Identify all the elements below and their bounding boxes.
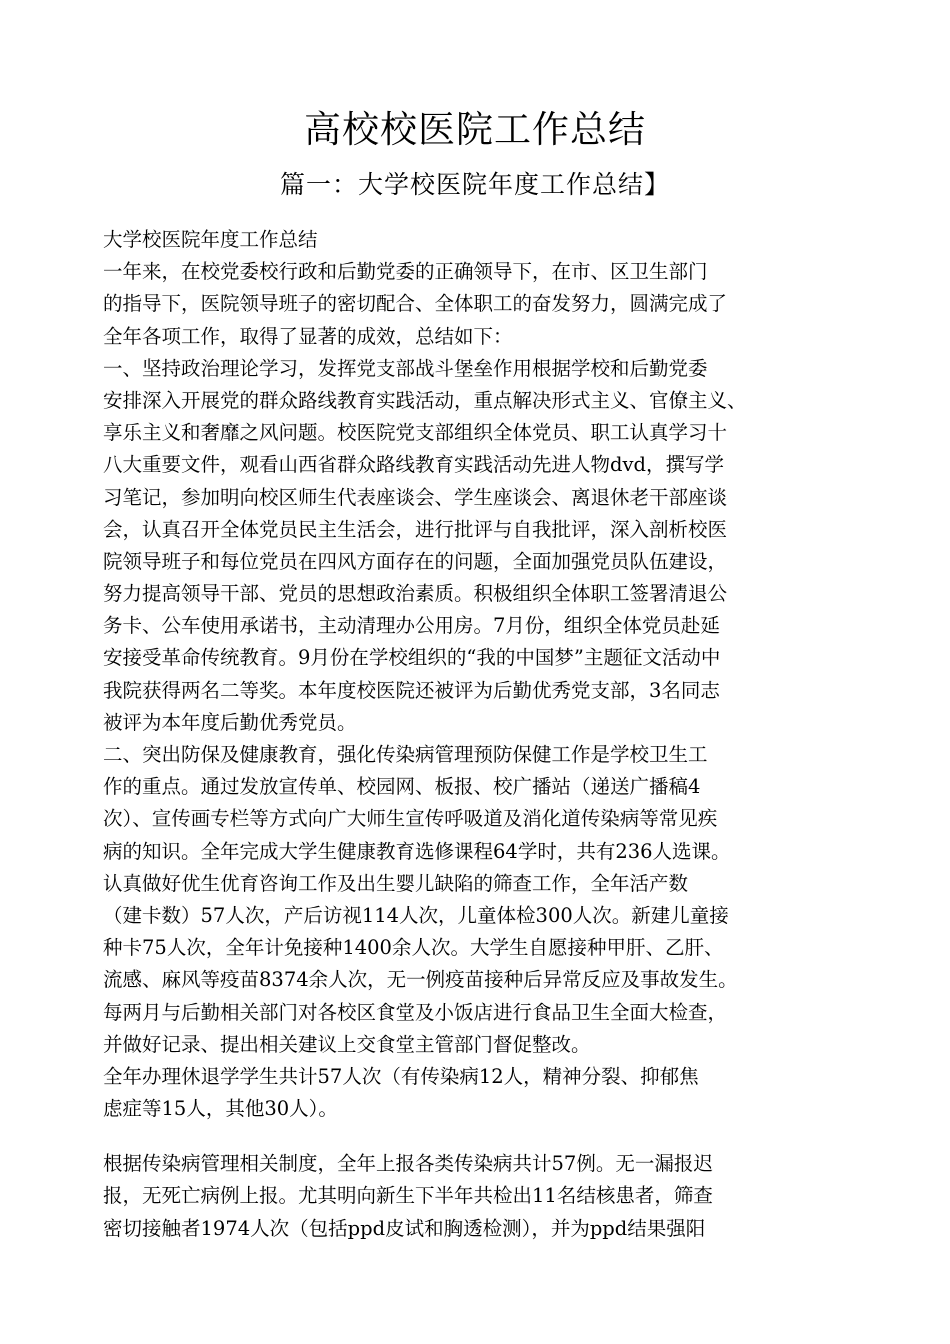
document-subtitle: 篇一：大学校医院年度工作总结】 [279, 170, 670, 199]
body-line: 一、坚持政治理论学习，发挥党支部战斗堡垒作用根据学校和后勤党委 [103, 356, 708, 380]
paragraph-gap [103, 1125, 873, 1148]
body-line: 次）、宣传画专栏等方式向广大师生宣传呼吸道及消化道传染病等常见疾 [103, 807, 718, 831]
body-line: 种卡75人次，全年计免接种1400余人次。大学生自愿接种甲肝、乙肝、 [103, 936, 724, 960]
body-line: 认真做好优生优育咨询工作及出生婴儿缺陷的筛查工作，全年活产数 [103, 871, 689, 895]
body-line: 报，无死亡病例上报。尤其明向新生下半年共检出11名结核患者，筛查 [103, 1184, 713, 1208]
body-line: 并做好记录、提出相关建议上交食堂主管部门督促整改。 [103, 1032, 591, 1056]
body-line: 安排深入开展党的群众路线教育实践活动，重点解决形式主义、官僚主义、 [103, 388, 747, 412]
body-line: 享乐主义和奢靡之风问题。校医院党支部组织全体党员、职工认真学习十 [103, 421, 728, 445]
document-title: 高校校医院工作总结 [304, 108, 646, 151]
body-line: 的指导下，医院领导班子的密切配合、全体职工的奋发努力，圆满完成了 [103, 292, 728, 316]
body-line: 全年各项工作，取得了显著的成效，总结如下： [103, 324, 513, 348]
body-line: 病的知识。全年完成大学生健康教育选修课程64学时，共有236人选课。 [103, 839, 731, 863]
body-line: 被评为本年度后勤优秀党员。 [103, 710, 357, 734]
body-line: 密切接触者1974人次（包括ppd皮试和胸透检测），并为ppd结果强阳 [103, 1216, 706, 1240]
body-line: 二、突出防保及健康教育，强化传染病管理预防保健工作是学校卫生工 [103, 743, 708, 766]
body-line: 习笔记，参加明向校区师生代表座谈会、学生座谈会、离退休老干部座谈 [103, 485, 728, 509]
body-line: 虑症等15人，其他30人）。 [103, 1097, 338, 1121]
body-line: 八大重要文件，观看山西省群众路线教育实践活动先进人物dvd，撰写学 [103, 453, 724, 477]
document-body [103, 224, 873, 1245]
body-line: （建卡数）57人次，产后访视114人次，儿童体检300人次。新建儿童接 [103, 903, 729, 927]
body-line: 作的重点。通过发放宣传单、校园网、板报、校广播站（递送广播稿4 [103, 775, 701, 799]
body-line: 努力提高领导干部、党员的思想政治素质。积极组织全体职工签署清退公 [103, 582, 728, 606]
body-line: 务卡、公车使用承诺书，主动清理办公用房。7月份，组织全体党员赴延 [103, 614, 720, 638]
body-line: 大学校医院年度工作总结 [103, 228, 318, 251]
body-line: 全年办理休退学学生共计57人次（有传染病12人，精神分裂、抑郁焦 [103, 1064, 699, 1088]
body-line: 院领导班子和每位党员在四风方面存在的问题，全面加强党员队伍建设， [103, 549, 728, 573]
body-line: 会，认真召开全体党员民主生活会，进行批评与自我批评，深入剖析校医 [103, 517, 728, 541]
body-line: 一年来，在校党委校行政和后勤党委的正确领导下，在市、区卫生部门 [103, 260, 708, 284]
body-line: 流感、麻风等疫苗8374余人次，无一例疫苗接种后异常反应及事故发生。 [103, 968, 738, 992]
body-line: 我院获得两名二等奖。本年度校医院还被评为后勤优秀党支部，3名同志 [103, 678, 720, 702]
body-line: 安接受革命传统教育。9月份在学校组织的“我的中国梦”主题征文活动中 [103, 646, 721, 670]
body-line: 根据传染病管理相关制度，全年上报各类传染病共计57例。无一漏报迟 [103, 1152, 713, 1176]
body-line: 每两月与后勤相关部门对各校区食堂及小饭店进行食品卫生全面大检查， [103, 1000, 728, 1024]
